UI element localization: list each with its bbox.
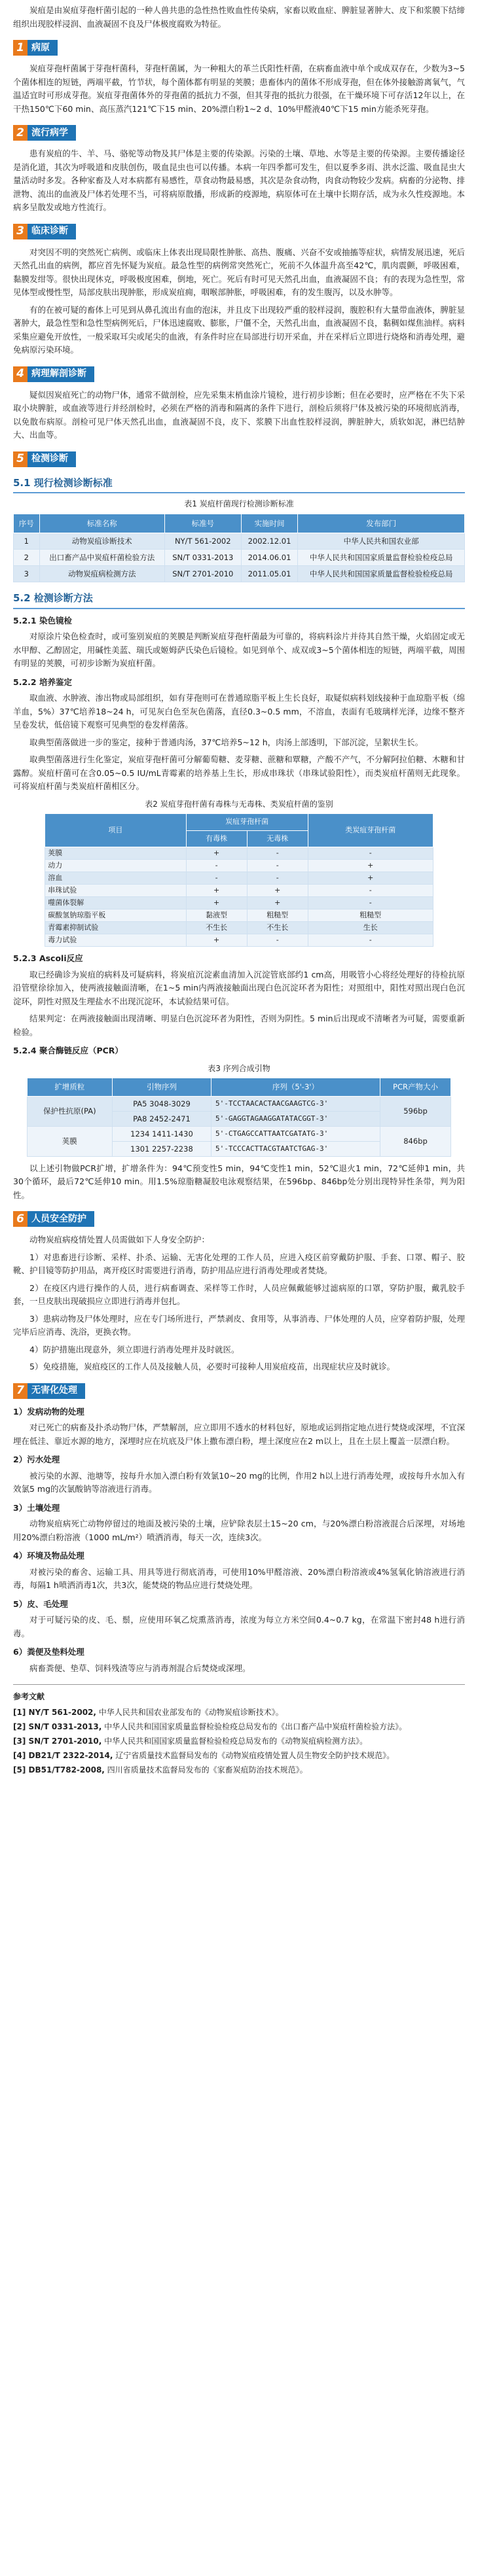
reference-text: 中华人民共和国国家质量监督检验检疫总局发布的《出口畜产品中炭疽杆菌检验方法》。 xyxy=(101,1722,407,1731)
reference-id: [3] SN/T 2701-2010, xyxy=(13,1737,102,1746)
section-title: 人员安全防护 xyxy=(28,1211,94,1227)
table-1-caption: 表1 炭疽杆菌现行检测诊断标准 xyxy=(184,499,294,508)
method-3-heading: 5.2.3 Ascoli反应 xyxy=(13,953,83,963)
section-title: 临床诊断 xyxy=(28,224,76,239)
table-2-caption: 表2 炭疽芽孢杆菌有毒株与无毒株、类炭疽杆菌的鉴别 xyxy=(145,799,333,809)
table-cell: - xyxy=(247,847,308,860)
reference-item xyxy=(13,1763,465,1776)
section-number: 2 xyxy=(13,125,28,141)
table-cell: 5'-GAGGTAGAAGGATATACGGT-3' xyxy=(211,1111,380,1126)
column-header: 引物序列 xyxy=(112,1078,211,1097)
disposal-3-text: 动物炭疽病死亡动物停留过的地面及被污染的土壤，应铲除表层土15~20 cm，与20%漂白粉溶液混合后深埋，对场地用20%漂白粉溶液（1000 mL/m²）喷洒消毒，每天一次，连续3次。 xyxy=(13,1519,465,1542)
intro-paragraph: 炭疽是由炭疽芽孢杆菌引起的一种人兽共患的急性热性败血性传染病，家畜以败血症、脾脏显著肿大、皮下和浆膜下结缔组织出现胶样浸润、血液凝固不良及尸体极度腐败为特征。 xyxy=(13,5,465,29)
table-cell: 保护性抗原(PA) xyxy=(27,1096,112,1126)
table-row xyxy=(45,847,433,860)
section-number: 3 xyxy=(13,224,28,239)
disposal-5-text: 对于可疑污染的皮、毛、鬃，应使用环氧乙烷熏蒸消毒，浓度为每立方米空间0.4~0.7 kg，在常温下密封48 h进行消毒。 xyxy=(13,1615,465,1638)
table-cell: 粗糙型 xyxy=(308,909,433,922)
table-cell: - xyxy=(308,934,433,947)
table-cell: + xyxy=(186,897,247,909)
table-cell: SN/T 0331-2013 xyxy=(164,550,241,566)
table-cell: 2002.12.01 xyxy=(241,533,298,550)
table-header-row xyxy=(45,814,433,831)
table-cell: - xyxy=(247,872,308,885)
table-cell: 荚膜 xyxy=(27,1126,112,1156)
section-6-text: 动物炭疽病疫情处置人员需做如下人身安全防护： xyxy=(29,1235,210,1244)
table-header-row xyxy=(14,514,465,533)
section-title: 无害化处理 xyxy=(28,1383,85,1399)
section-title: 流行病学 xyxy=(28,125,76,141)
table-cell: 串珠试验 xyxy=(45,885,186,897)
table-cell: + xyxy=(186,885,247,897)
table-cell: 846bp xyxy=(380,1126,451,1156)
table-cell: 2011.05.01 xyxy=(241,566,298,582)
disposal-1-text: 对已死亡的病畜及扑杀动物尸体，严禁解剖，应立即用不透水的材料包好，原地或运到指定地点进行焚烧或深埋，不宜深埋在低洼、靠近水源的地方，深埋时应在坑底及尸体上撒布漂白粉，埋土深度应在2 m以上，且在土层上覆盖一层漂白粉。 xyxy=(13,1422,465,1446)
method-2-text-1: 取血液、水肿液、渗出物或局部组织，如有芽孢则可在普通琼脂平板上生长良好，取疑似病料划线接种于血琼脂平板（绵羊血，5%）37℃培养18~24 h，可见灰白色至灰色菌落，直径0.3~0.5 mm，不溶血，表面有毛玻璃样光泽，边缘不整齐呈卷发状，低倍镜下观察可见典型的卷发样菌落。 xyxy=(13,693,465,730)
reference-item xyxy=(13,1749,465,1762)
table-cell: 青霉素抑制试验 xyxy=(45,922,186,934)
column-header: 标准名称 xyxy=(39,514,164,533)
disposal-6-heading: 6）粪便及垫料处理 xyxy=(13,1647,84,1657)
table-cell: 2014.06.01 xyxy=(241,550,298,566)
column-header: 标准号 xyxy=(164,514,241,533)
table-cell: 粗糙型 xyxy=(247,909,308,922)
reference-text: 辽宁省质量技术监督局发布的《动物炭疽疫情处置人员生物安全防护技术规范》。 xyxy=(113,1751,395,1760)
section-6-text: 3）患病动物及尸体处理时，应在专门场所进行，严禁剥皮、食用等，从事消毒、尸体处理的人员，应穿着防护服，处理完毕后应消毒、洗浴，更换衣物。 xyxy=(13,1313,465,1337)
table-cell: 5'-CTGAGCCATTAATCGATATG-3' xyxy=(211,1126,380,1141)
method-2-text-3: 取典型菌落进行生化鉴定，炭疽芽孢杆菌可分解葡萄糖、麦芽糖、蔗糖和覃糖，产酸不产气，不分解阿拉伯糖、木糖和甘露醇。炭疽杆菌可在含0.05~0.5 IU/mL青霉素的培养基上生长，形成串珠状（串珠试验阳性），而类炭疽杆菌则无此现象。可将炭疽杆菌与类炭疽杆菌相区分。 xyxy=(13,754,465,791)
table-row xyxy=(45,860,433,872)
disposal-2-text: 被污染的水源、池塘等，按每升水加入漂白粉有效氯10~20 mg的比例，作用2 h以上进行消毒处理，或按每升水加入有效氯5 mg的次氯酸钠等溶液进行消毒。 xyxy=(13,1470,465,1494)
table-row xyxy=(14,533,465,550)
table-row xyxy=(45,897,433,909)
section-6-text: 2）在疫区内进行操作的人员，进行病畜调查、采样等工作时，人员应佩戴能够过滤病原的口罩，穿防护服，戴乳胶手套，一旦皮肤出现破损应立即进行消毒并包扎。 xyxy=(13,1282,465,1306)
section-number: 7 xyxy=(13,1383,28,1399)
table-cell: - xyxy=(308,847,433,860)
table-row xyxy=(14,566,465,582)
disposal-4-heading: 4）环境及物品处理 xyxy=(13,1551,84,1561)
column-header: 实施时间 xyxy=(241,514,298,533)
section-6-text: 5）免疫措施，炭疽疫区的工作人员及接触人员，必要时可接种人用炭疽疫苗，出现症状应及时就诊。 xyxy=(29,1362,395,1371)
section-number: 6 xyxy=(13,1211,28,1227)
table-header-row xyxy=(27,1078,451,1097)
disposal-3-heading: 3）土壤处理 xyxy=(13,1502,60,1513)
column-header: 扩增质粒 xyxy=(27,1078,112,1097)
table-cell: + xyxy=(308,872,433,885)
table-cell: 不生长 xyxy=(247,922,308,934)
section-6-text: 4）防护措施出现意外，须立即进行消毒处理并及时就医。 xyxy=(29,1344,240,1354)
column-header: 有毒株 xyxy=(186,830,247,847)
reference-text: 中华人民共和国国家质量监督检验检疫总局发布的《动物炭疽病检测方法》。 xyxy=(101,1737,368,1746)
method-3-text-2: 结果判定：在两液接触面出现清晰、明显白色沉淀环者为阳性，否则为阴性。5 min后出现或不清晰者为可疑，需要重新检验。 xyxy=(13,1014,465,1037)
table-cell: PA8 2452-2471 xyxy=(112,1111,211,1126)
table-cell: 荚膜 xyxy=(45,847,186,860)
table-cell: 596bp xyxy=(380,1096,451,1126)
disposal-1-heading: 1）发病动物的处理 xyxy=(13,1406,84,1417)
primer-table xyxy=(27,1078,452,1157)
table-cell: 噬菌体裂解 xyxy=(45,897,186,909)
subsection-5-1-heading: 5.1 现行检测诊断标准 xyxy=(13,476,465,494)
table-row xyxy=(27,1126,451,1141)
section-3-heading xyxy=(13,224,465,239)
column-header: 项目 xyxy=(45,814,186,847)
table-cell: 出口畜产品中炭疽杆菌检验方法 xyxy=(39,550,164,566)
disposal-4-text: 对被污染的畜舍、运输工具、用具等进行彻底消毒，可使用10%甲醛溶液、20%漂白粉溶液或4%氢氧化钠溶液进行消毒，每隔1 h喷洒消毒1次，共3次，能焚烧的物品应进行焚烧处理。 xyxy=(13,1566,465,1590)
table-cell: 动物炭疽病检测方法 xyxy=(39,566,164,582)
method-4-heading: 5.2.4 聚合酶链反应（PCR） xyxy=(13,1046,123,1055)
section-number: 4 xyxy=(13,366,28,382)
table-cell: - xyxy=(186,872,247,885)
method-1-heading: 5.2.1 染色镜检 xyxy=(13,615,72,626)
method-2-heading: 5.2.2 培养鉴定 xyxy=(13,677,72,687)
table-cell: 3 xyxy=(14,566,40,582)
disposal-6-text: 病畜粪便、垫草、饲料残渣等应与消毒剂混合后焚烧或深埋。 xyxy=(29,1663,251,1673)
table-cell: + xyxy=(186,847,247,860)
method-4-text: 以上述引物做PCR扩增，扩增条件为：94℃预变性5 min，94℃变性1 min，52℃退火1 min，72℃延伸1 min，共30个循环，最后72℃延伸10 min。用1.5%琼脂糖凝胶电泳观察结果，在596bp、846bp处分别出现特异性条带，判为阳性。 xyxy=(13,1163,465,1200)
table-row xyxy=(45,885,433,897)
table-cell: 动物炭疽诊断技术 xyxy=(39,533,164,550)
table-cell: 中华人民共和国农业部 xyxy=(298,533,465,550)
table-cell: - xyxy=(186,860,247,872)
section-number: 1 xyxy=(13,40,28,56)
section-6-heading xyxy=(13,1211,465,1227)
section-2-heading xyxy=(13,125,465,141)
reference-item xyxy=(13,1706,465,1719)
table-cell: 黏液型 xyxy=(186,909,247,922)
reference-id: [1] NY/T 561-2002, xyxy=(13,1708,96,1717)
table-cell: 碳酸氢钠琼脂平板 xyxy=(45,909,186,922)
section-2-text: 患有炭疽的牛、羊、马、骆驼等动物及其尸体是主要的传染源。污染的土壤、草地、水等是主要的传染源。主要传播途径是消化道，其次为呼吸道和皮肤创伤，吸血昆虫也可以传播。本病一年四季都可发生，但以夏季多雨、洪水泛滥、吸血昆虫大量活动时多发。各种家畜及人对本病都有易感性，草食动物最易感，其次是杂食动物，肉食动物较少发病。病畜的分泌物、排泄物、流出的血液及尸体若处理不当，可将病原散播，形成新的疫源地，病原体可在土壤中长期存活，成为永久性疫源地。本病多呈散发或地方性流行。 xyxy=(13,149,465,212)
table-cell: - xyxy=(247,934,308,947)
section-4-text: 疑似因炭疽死亡的动物尸体，通常不做剖检，应先采集末梢血涂片镜检，进行初步诊断；但在必要时，应严格在不失下采取小块脾脏，或血液等进行并经剖检时，必须在严格的消毒和隔离的条件下进行，剖检后须将尸体及被污染的环境彻底消毒，以免散布病原。剖检可见尸体天然孔出血，血液凝固不良，皮下、浆膜下出血性胶样浸润，脾脏肿大，质软如泥，淋巴结肿大、出血等。 xyxy=(13,389,465,440)
table-cell: 毒力试验 xyxy=(45,934,186,947)
table-row xyxy=(14,550,465,566)
table-row xyxy=(45,922,433,934)
table-cell: 中华人民共和国国家质量监督检验检疫总局 xyxy=(298,550,465,566)
table-3-caption: 表3 序列合成引物 xyxy=(208,1063,270,1073)
column-group-header: 炭疽芽孢杆菌 xyxy=(186,814,308,831)
table-cell: 1301 2257-2238 xyxy=(112,1141,211,1156)
table-row xyxy=(45,872,433,885)
references xyxy=(13,1684,465,1776)
table-cell: + xyxy=(186,934,247,947)
standards-table xyxy=(13,514,465,583)
table-cell: + xyxy=(247,885,308,897)
reference-item xyxy=(13,1735,465,1748)
table-cell: 5'-TCCCACTTACGTAATCTGAG-3' xyxy=(211,1141,380,1156)
reference-id: [5] DB51/T782-2008, xyxy=(13,1765,105,1774)
reference-id: [4] DB21/T 2322-2014, xyxy=(13,1751,113,1760)
column-header: 类炭疽芽孢杆菌 xyxy=(308,814,433,847)
section-3-text-2: 有的在被可疑的畜体上可见到从鼻孔流出有血的泡沫，并且皮下出现较严重的胶样浸润，腹腔积有大量带血液体，脾脏显著肿大，最急性型和急性型病例死后，尸体迅速腐败、膨胀，尸僵不全，天然孔出血，血液凝固不良，黏稠如煤焦油样。病料采集应避免开放性，一般采取耳尖或尾尖的血液，有条件时应在局部进行切开采血，并在采样后立即进行烧烙和消毒处理，避免病原污染环境。 xyxy=(13,304,465,355)
table-cell: 1 xyxy=(14,533,40,550)
table-cell: - xyxy=(308,885,433,897)
references-title: 参考文献 xyxy=(13,1692,45,1701)
disposal-2-heading: 2）污水处理 xyxy=(13,1455,60,1464)
table-cell: + xyxy=(308,860,433,872)
table-cell: 生长 xyxy=(308,922,433,934)
table-row xyxy=(27,1096,451,1111)
subsection-5-2-heading: 5.2 检测诊断方法 xyxy=(13,591,465,609)
section-1-heading xyxy=(13,40,465,56)
section-title: 检测诊断 xyxy=(28,451,76,467)
method-1-text: 对原涂片染色检查时，或可鉴别炭疽的荚膜是判断炭疽芽孢杆菌最为可靠的，将病料涂片并待其自然干燥，火焰固定或无水甲醇、乙醇固定，用碱性美蓝、瑞氏或姬姆萨氏染色后镜检。如见到单个、成双或3~5个菌体相连的短链，两端平截，周围有明显的荚膜，可初步诊断为炭疽杆菌。 xyxy=(13,631,465,668)
section-5-heading xyxy=(13,451,465,467)
table-cell: 溶血 xyxy=(45,872,186,885)
section-number: 5 xyxy=(13,451,28,467)
disposal-5-heading: 5）皮、毛处理 xyxy=(13,1598,68,1609)
reference-id: [2] SN/T 0331-2013, xyxy=(13,1722,102,1731)
table-cell: - xyxy=(308,897,433,909)
section-4-heading xyxy=(13,366,465,382)
reference-text: 四川省质量技术监督局发布的《家畜炭疽防治技术规范》。 xyxy=(104,1765,308,1774)
table-cell: SN/T 2701-2010 xyxy=(164,566,241,582)
table-cell: 2 xyxy=(14,550,40,566)
table-cell: 不生长 xyxy=(186,922,247,934)
table-cell: 5'-TCCTAACACTAACGAAGTCG-3' xyxy=(211,1096,380,1111)
section-7-heading xyxy=(13,1383,465,1399)
section-1-text: 炭疽芽孢杆菌属于芽孢杆菌科，芽孢杆菌属，为一种粗大的革兰氏阳性杆菌，在病畜血液中单个或成双存在，少数为3~5个菌体相连的短链，两端平截，竹节状，每个菌体都有明显的荚膜；患畜体内的菌体不形成芽孢，但在体外接触游离氧气，气温适宜时可形成芽孢。炭疽芽孢菌体外的芽孢菌的抵抗力不强，但其芽孢的抵抗力很强，在干燥环境下可存活12年以上，在干热150℃下60 min、高压蒸汽121℃下15 min、20%漂白粉1~2 d、10%甲醛液40℃下15 min方能杀死芽孢。 xyxy=(13,63,465,114)
table-row xyxy=(45,909,433,922)
table-cell: 中华人民共和国国家质量监督检验检疫总局 xyxy=(298,566,465,582)
reference-item xyxy=(13,1720,465,1733)
method-2-text-2: 取典型菌落做进一步的鉴定，接种于普通肉汤，37℃培养5~12 h，肉汤上部透明，下部沉淀，呈絮状生长。 xyxy=(29,737,424,747)
column-header: PCR产物大小 xyxy=(380,1078,451,1097)
table-cell: 1234 1411-1430 xyxy=(112,1126,211,1141)
column-header: 无毒株 xyxy=(247,830,308,847)
section-title: 病理解剖诊断 xyxy=(28,366,94,382)
table-cell: PA5 3048-3029 xyxy=(112,1096,211,1111)
strain-identification-table xyxy=(45,813,433,947)
column-header: 发布部门 xyxy=(298,514,465,533)
column-header: 序列（5'-3'） xyxy=(211,1078,380,1097)
table-cell: + xyxy=(247,897,308,909)
section-title: 病原 xyxy=(28,40,58,56)
method-3-text-1: 取已经确诊为炭疽的病料及可疑病料，将炭疽沉淀素血清加入沉淀管底部约1 cm高，用吸管小心将经处理好的待检抗原沿管壁徐徐加入，使两液接触面清晰，在1~5 min内两液接触面出现白色沉淀环者为阳性；对照组中，阳性对照出现白色沉淀环，阴性对照及生理盐水不出现沉淀环，本试验结果可信。 xyxy=(13,969,465,1006)
table-row xyxy=(45,934,433,947)
column-header: 序号 xyxy=(14,514,40,533)
section-3-text-1: 对突因不明的突然死亡病例、或临床上体表出现局限性肿胀、高热、腹痛、兴奋不安或抽搐等症状，病情发展迅速，死后天然孔出血的病例，都应首先怀疑为炭疽。最急性型的病例常突然死亡，死前不久体温升高至42℃，肌肉震颤，呼吸困难，黏膜发绀等。很快出现休克，呼吸极度困难，倒地，死亡。死后有时可见天然孔出血，血液凝固不良；有的表现为急性型，常见体型或慢性型，局部皮肤出现肿胀，形成炭疽痈，咽喉部肿胀，呼吸困难，有的发生腹泻，以及水肿等。 xyxy=(13,247,465,297)
table-cell: NY/T 561-2002 xyxy=(164,533,241,550)
reference-text: 中华人民共和国农业部发布的《动物炭疽诊断技术》。 xyxy=(96,1708,284,1717)
table-cell: 动力 xyxy=(45,860,186,872)
section-6-text: 1）对患畜进行诊断、采样、扑杀、运输、无害化处理的工作人员，应进入疫区前穿戴防护服、手套、口罩、帽子、胶靴、护目镜等防护用品，离开疫区时需要进行消毒，防护用品应进行消毒处理或者焚烧。 xyxy=(13,1252,465,1275)
table-cell: - xyxy=(247,860,308,872)
